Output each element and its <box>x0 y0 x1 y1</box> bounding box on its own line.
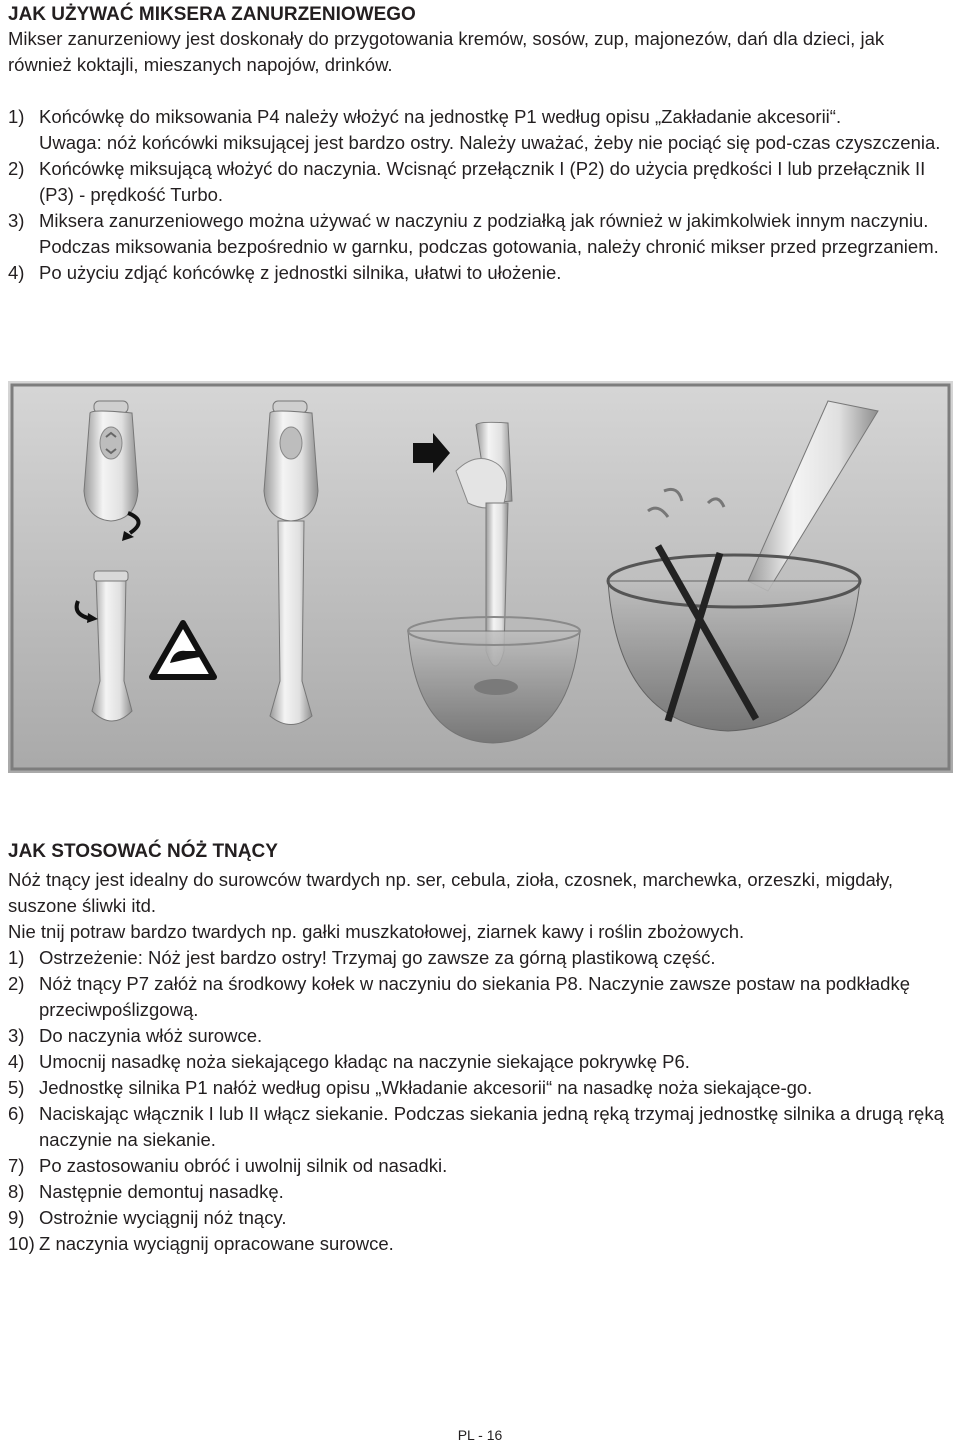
section-immersion-blender <box>8 4 948 286</box>
item-number: 1) <box>8 947 25 968</box>
item-text: Jednostkę silnika P1 nałóż według opisu „Wkładanie akcesorii“ na nasadkę noża siekające-go. <box>39 1077 813 1098</box>
item-number <box>8 130 39 156</box>
item-text: Końcówkę miksującą włożyć do naczynia. Wcisnąć przełącznik I (P2) do użycia prędkości I lub przełącznik II (P3) - prędkość Turbo. <box>39 158 926 205</box>
item-text: Do naczynia włóż surowce. <box>39 1025 263 1046</box>
item-text: Ostrzeżenie: Nóż jest bardzo ostry! Trzymaj go zawsze za górną plastikową część. <box>39 947 716 968</box>
illustration-panel <box>8 381 953 773</box>
item-number: 2) <box>8 973 25 994</box>
list-item <box>8 1205 948 1231</box>
item-number: 7) <box>8 1155 25 1176</box>
item-text: Po zastosowaniu obróć i uwolnij silnik od nasadki. <box>39 1155 448 1176</box>
item-text: Następnie demontuj nasadkę. <box>39 1181 284 1202</box>
section1-heading: JAK UŻYWAĆ MIKSERA ZANURZENIOWEGO <box>8 4 416 25</box>
list-item <box>8 260 948 286</box>
item-text: Nóż tnący P7 załóż na środkowy kołek w naczyniu do siekania P8. Naczynie zawsze postaw na podkładkę przeciwpoślizgową. <box>39 973 910 1020</box>
item-text: Końcówkę do miksowania P4 należy włożyć na jednostkę P1 według opisu „Zakładanie akcesorii“. <box>39 106 842 127</box>
list-item <box>8 1231 948 1257</box>
item-number: 8) <box>8 1181 25 1202</box>
section2-intro2: Nie tnij potraw bardzo twardych np. gałki muszkatołowej, ziarnek kawy i roślin zbożowych. <box>8 921 745 942</box>
list-item <box>8 156 948 208</box>
list-item <box>8 945 948 971</box>
list-item <box>8 104 948 130</box>
item-number: 6) <box>8 1103 25 1124</box>
page-number: PL - 16 <box>457 1427 503 1443</box>
list-item <box>8 130 948 156</box>
section2-heading: JAK STOSOWAĆ NÓŻ TNĄCY <box>8 841 278 862</box>
item-number: 3) <box>8 210 25 231</box>
item-number: 3) <box>8 1025 25 1046</box>
section1-intro: Mikser zanurzeniowy jest doskonały do przygotowania kremów, sosów, zup, majonezów, dań dla dzieci, jak również koktajli, mieszanych napojów, drinków. <box>8 28 885 75</box>
item-number: 4) <box>8 1051 25 1072</box>
section-chopping-knife <box>8 841 948 1257</box>
list-item <box>8 1101 948 1153</box>
illustration-svg <box>8 381 953 773</box>
item-text: Uwaga: nóż końcówki miksującej jest bardzo ostry. Należy uważać, żeby nie pociąć się pod-czas czyszczenia. <box>39 132 941 153</box>
list-item <box>8 1049 948 1075</box>
item-number: 1) <box>8 106 25 127</box>
item-text: Miksera zanurzeniowego można używać w naczyniu z podziałką jak również w jakimkolwiek innym naczyniu. Podczas miksowania bezpośrednio w garnku, podczas gotowania, należy chronić mikser przed przegrzaniem. <box>39 210 939 257</box>
section2-intro1: Nóż tnący jest idealny do surowców twardych np. ser, cebula, zioła, czosnek, marchewka, orzeszki, migdały, suszone śliwki itd. <box>8 869 893 916</box>
list-item <box>8 1075 948 1101</box>
item-number: 5) <box>8 1077 25 1098</box>
item-text: Po użyciu zdjąć końcówkę z jednostki silnika, ułatwi to ułożenie. <box>39 262 562 283</box>
item-number: 9) <box>8 1207 25 1228</box>
item-text: Z naczynia wyciągnij opracowane surowce. <box>39 1233 394 1254</box>
item-text: Naciskając włącznik I lub II włącz siekanie. Podczas siekania jedną ręką trzymaj jednostkę silnika a drugą ręką naczynie na siekanie. <box>39 1103 944 1150</box>
item-text: Ostrożnie wyciągnij nóż tnący. <box>39 1207 287 1228</box>
list-item <box>8 1023 948 1049</box>
list-item <box>8 971 948 1023</box>
item-number: 4) <box>8 262 25 283</box>
list-item <box>8 208 948 260</box>
item-number: 10) <box>8 1233 35 1254</box>
list-item <box>8 1179 948 1205</box>
item-number: 2) <box>8 158 25 179</box>
list-item <box>8 1153 948 1179</box>
item-text: Umocnij nasadkę noża siekającego kładąc na naczynie siekające pokrywkę P6. <box>39 1051 690 1072</box>
